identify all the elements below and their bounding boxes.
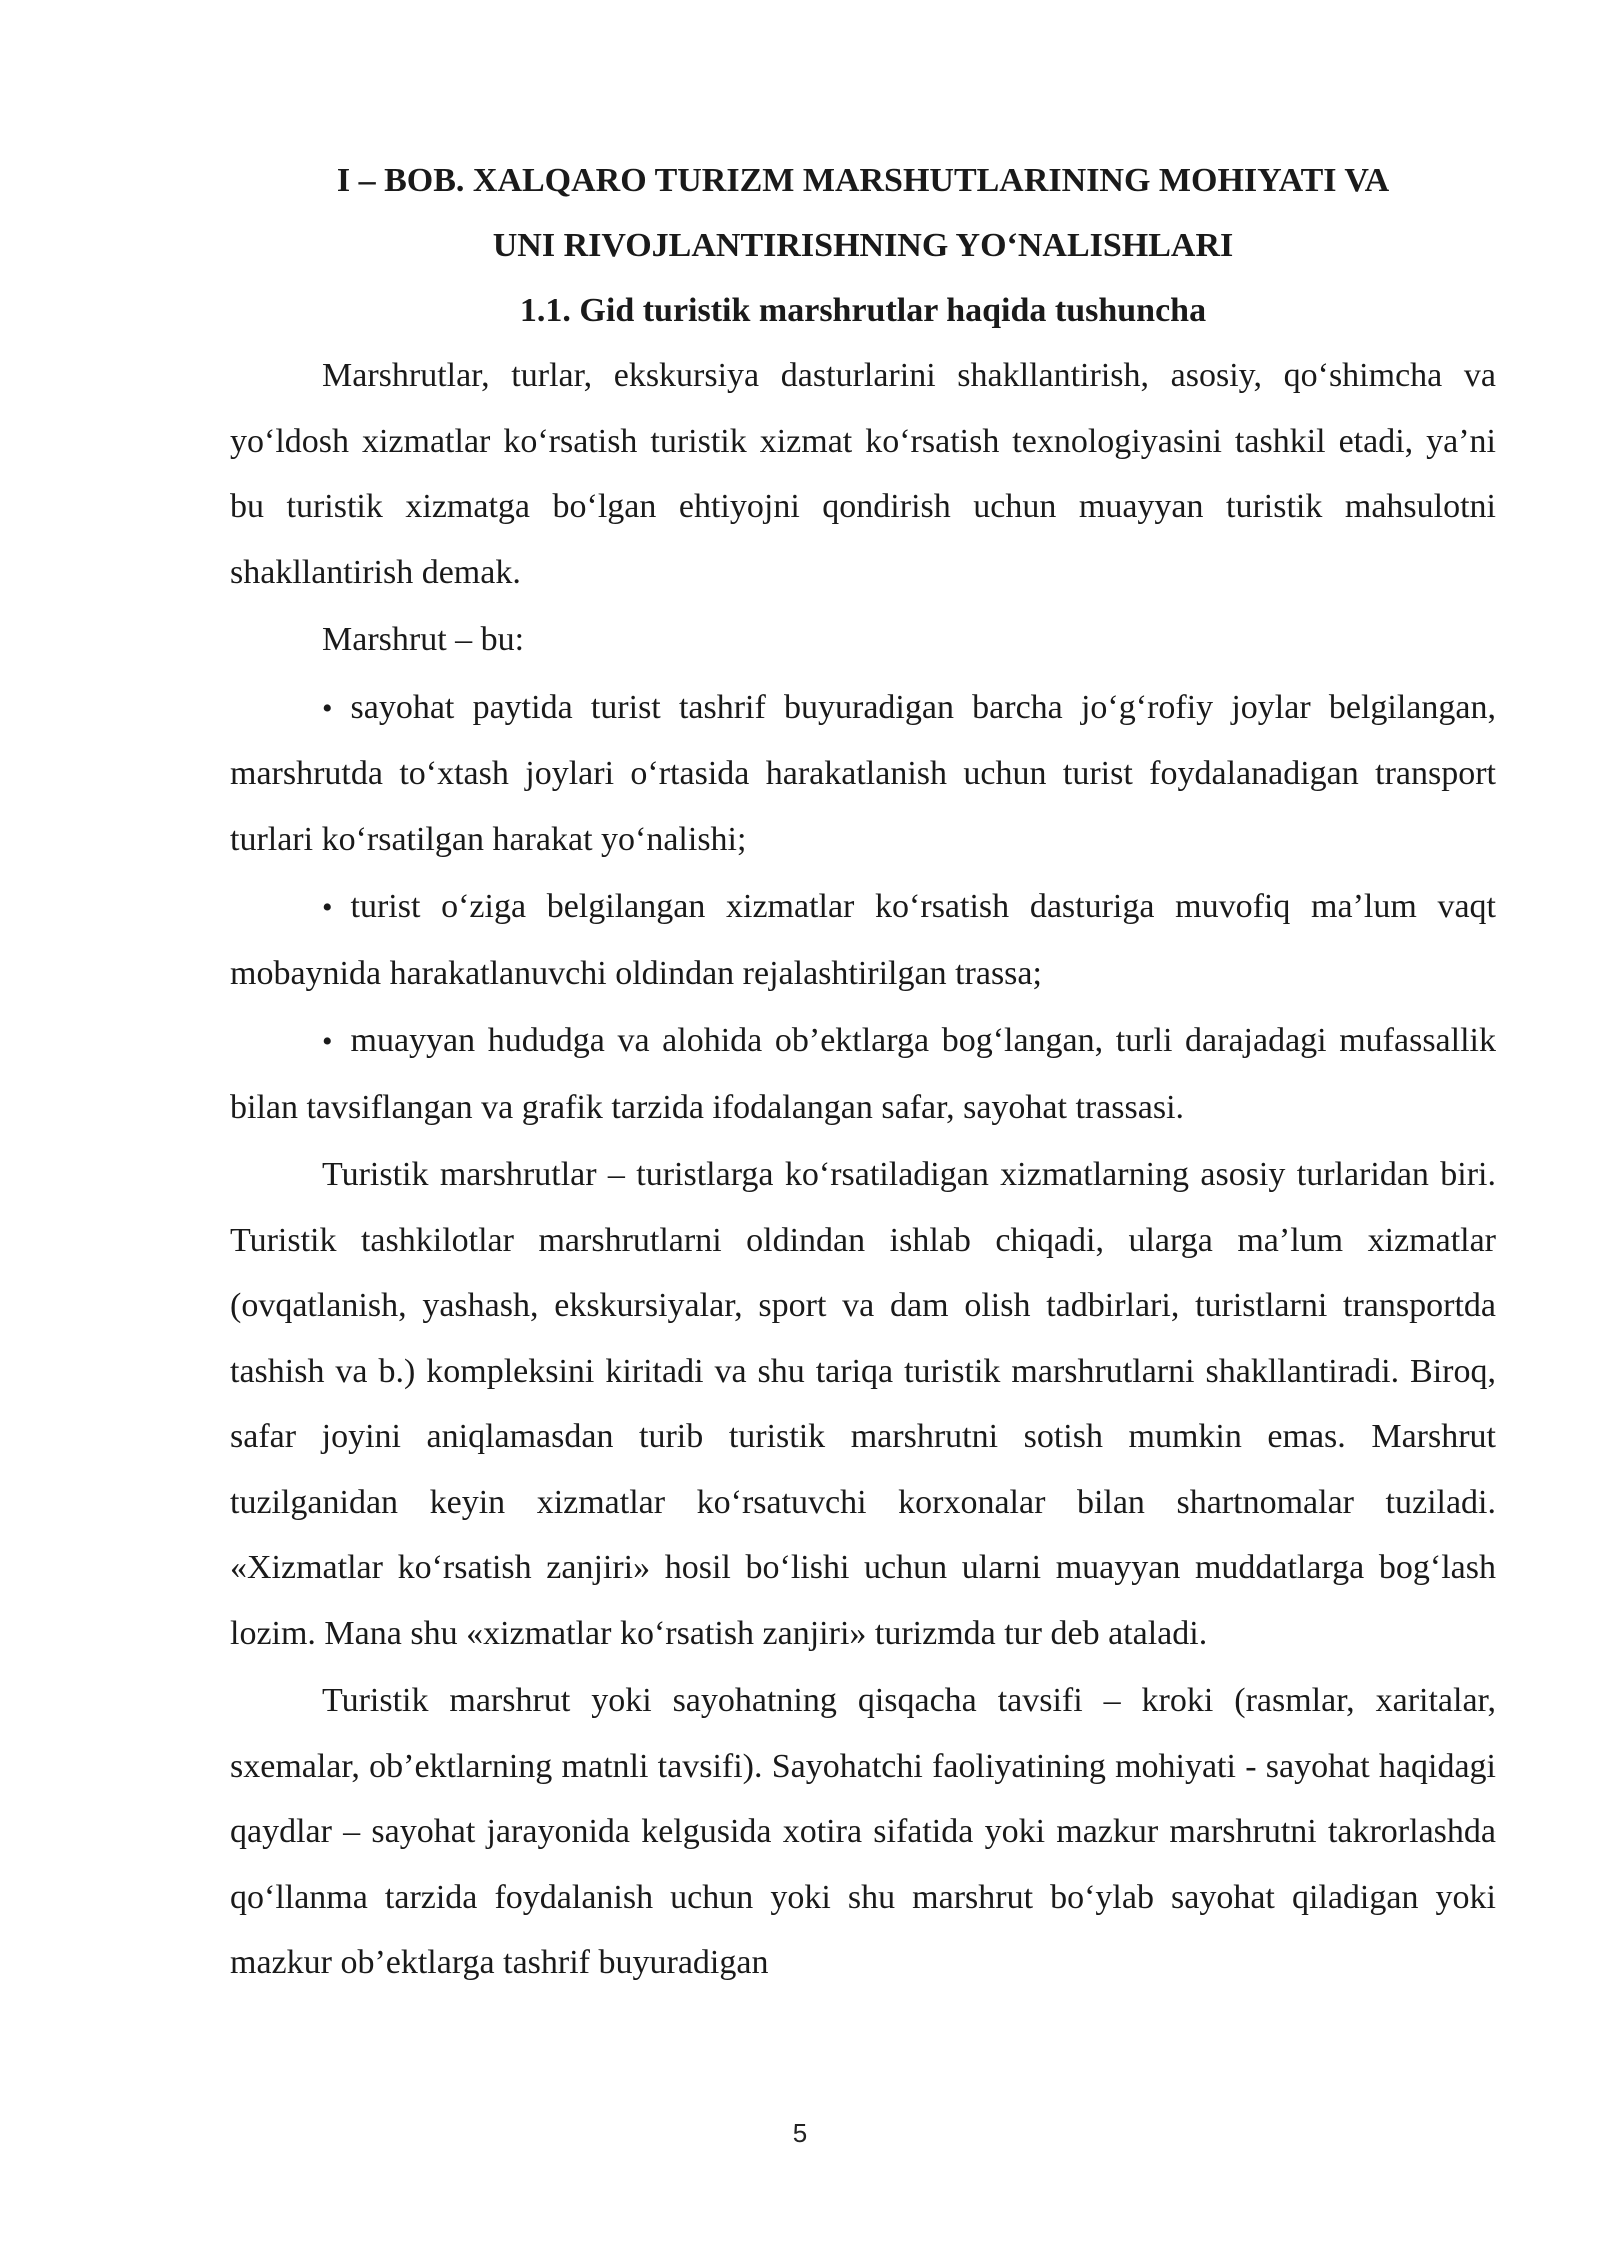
document-page [230,148,1496,1996]
bullet-item-2 [230,874,1496,1006]
bullet-text-2: turist o‘ziga belgilangan xizmatlar ko‘rsatish dasturiga muvofiq ma’lum vaqt mobaynida harakatlanuvchi oldindan rejalashtirilgan trassa; [230,888,1496,992]
chapter-title-line-1: I – BOB. XALQARO TURIZM MARSHUTLARINING MOHIYATI VA [336,162,1390,199]
bullet-item-3 [230,1008,1496,1140]
bullet-icon: • [322,691,333,725]
bullet-item-1 [230,675,1496,873]
bullet-text-1: sayohat paytida turist tashrif buyuradigan barcha jo‘g‘rofiy joylar belgilangan, marshrutda to‘xtash joylari o‘rtasida harakatlanish uchun turist foydalanadigan transport turlari ko‘rsatilgan harakat yo‘nalishi; [230,688,1496,858]
paragraph-intro: Marshrutlar, turlar, ekskursiya dasturlarini shakllantirish, asosiy, qo‘shimcha va yo‘ldosh xizmatlar ko‘rsatish turistik xizmat ko‘rsatish texnologiyasini tashkil etadi, ya’ni bu turistik xizmatga bo‘lgan ehtiyojni qondirish uchun muayyan turistik mahsulotni shakllantirish demak. [230,357,1496,591]
section-title: 1.1. Gid turistik marshrutlar haqida tushuncha [519,292,1207,329]
bullet-icon: • [322,1025,333,1058]
page-number: 5 [792,2118,808,2148]
paragraph-route-description: Turistik marshrut yoki sayohatning qisqacha tavsifi – kroki (rasmlar, xaritalar, sxemalar, ob’ektlarning matnli tavsifi). Sayohatchi faoliyatining mohiyati - sayohat haqidagi qaydlar – sayohat jarayonida kelgusida xotira sifatida yoki mazkur marshrutni takrorlashda qo‘llanma tarzida foydalanish uchun yoki shu marshrut bo‘ylab sayohat qiladigan yoki mazkur ob’ektlarga tashrif buyuradigan [230,1682,1496,1981]
chapter-title-line-2: UNI RIVOJLANTIRISHNING YO‘NALISHLARI [492,227,1234,264]
paragraph-definition-lead: Marshrut – bu: [322,621,525,658]
bullet-icon: • [322,891,333,924]
paragraph-touristic-routes: Turistik marshrutlar – turistlarga ko‘rsatiladigan xizmatlarning asosiy turlaridan biri. Turistik tashkilotlar marshrutlarni oldindan ishlab chiqadi, ularga ma’lum xizmatlar (ovqatlanish, yashash, ekskursiyalar, sport va dam olish tadbirlari, turistlarni transportda tashish va b.) kompleksini kiritadi va shu tariqa turistik marshrutlarni shakllantiradi. Biroq, safar joyini aniqlamasdan turib turistik marshrutni sotish mumkin emas. Marshrut tuzilganidan keyin xizmatlar ko‘rsatuvchi korxonalar bilan shartnomalar tuziladi. «Xizmatlar ko‘rsatish zanjiri» hosil bo‘lishi uchun ularni muayyan muddatlarga bog‘lash lozim. Mana shu «xizmatlar ko‘rsatish zanjiri» turizmda tur deb ataladi. [230,1156,1496,1652]
bullet-text-3: muayyan hududga va alohida ob’ektlarga bog‘langan, turli darajadagi mufassallik bilan tavsiflangan va grafik tarzida ifodalangan safar, sayohat trassasi. [230,1022,1496,1126]
